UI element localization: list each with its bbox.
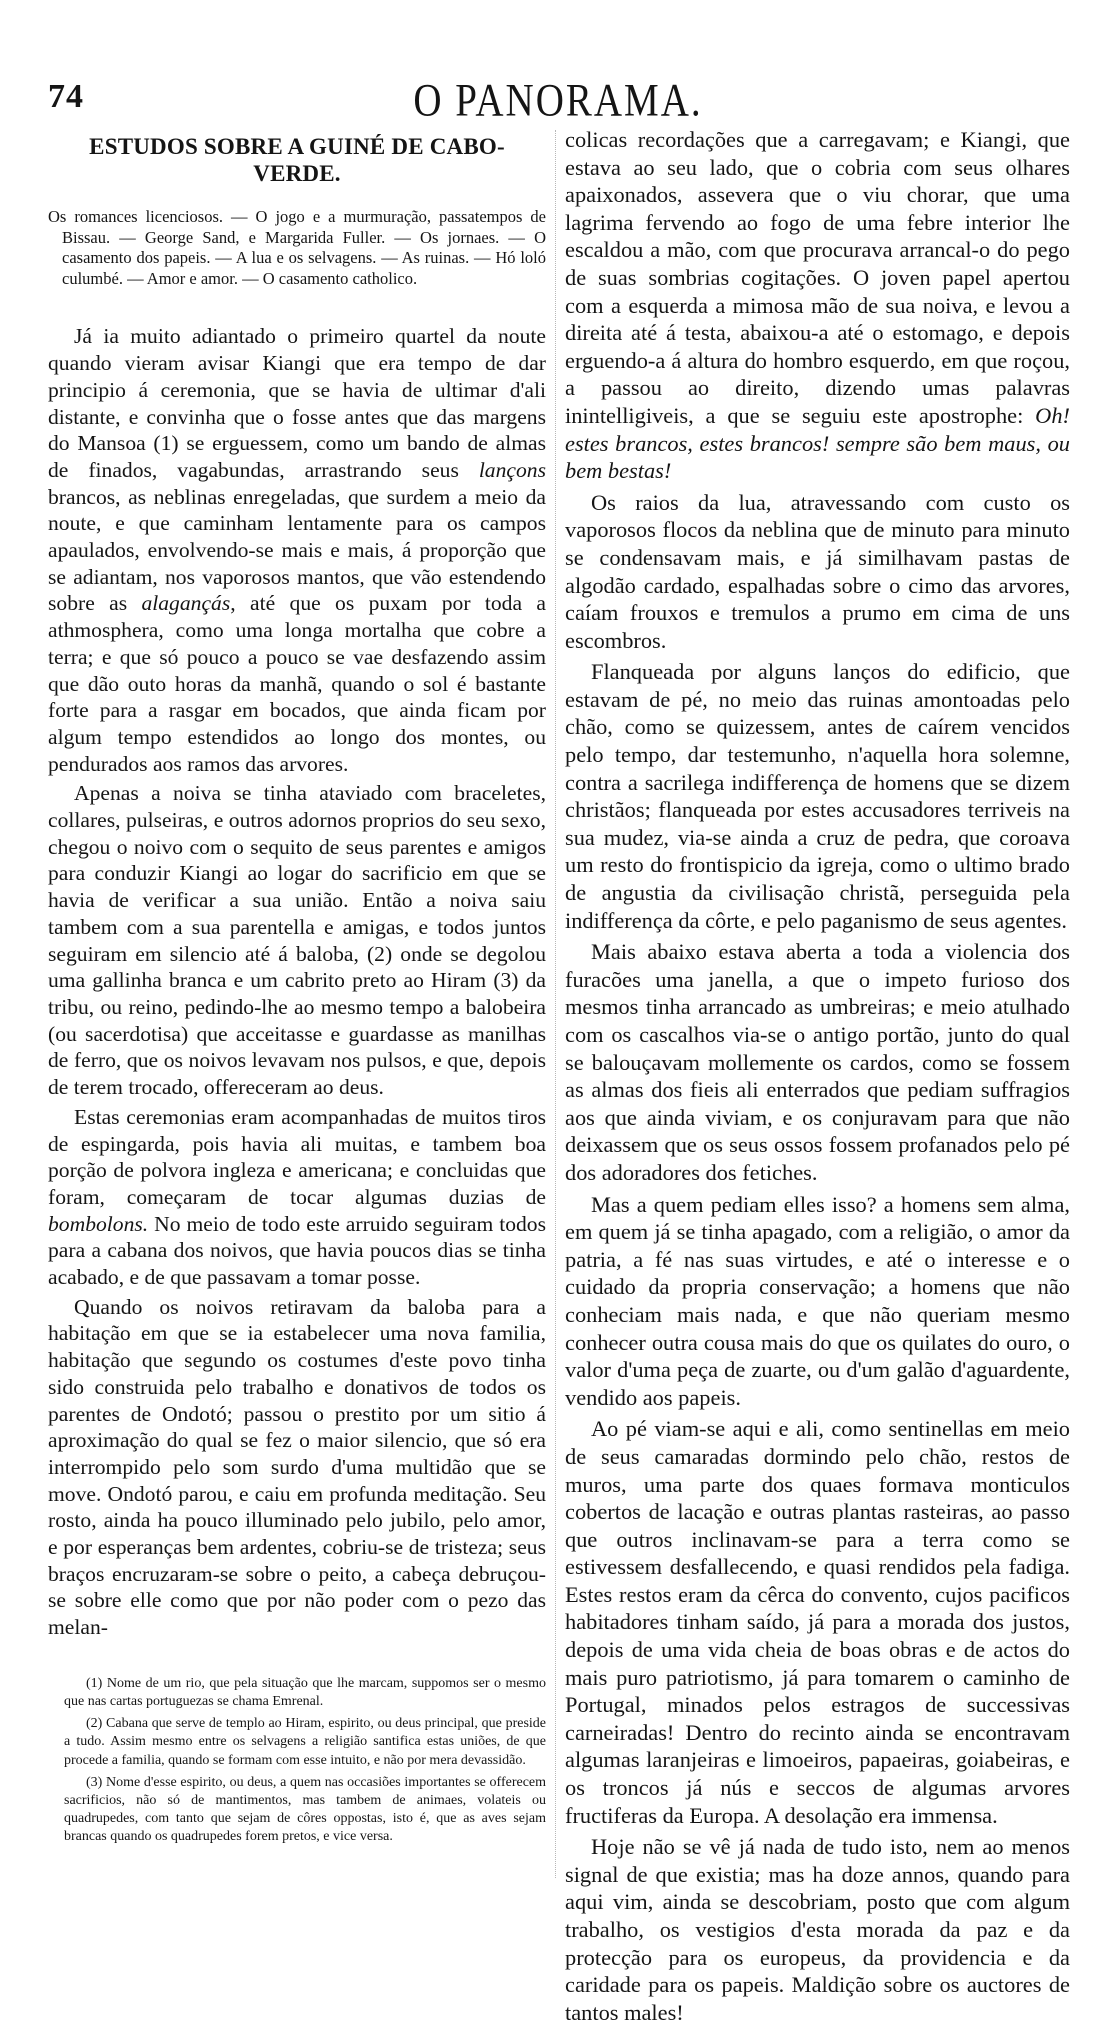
left-column xyxy=(48,130,546,1851)
column-divider xyxy=(555,130,556,1878)
body-paragraph: Os raios da lua, atravessando com custo os vaporosos flocos da neblina que de minuto para minuto se condensavam mais, e já similhavam pastas de algodão cardado, espalhadas sobre o cimo das arvores, caíam frouxos e tremulos a prumo em cima de uns escombros. xyxy=(565,489,1070,653)
footnote: (3) Nome d'esse espirito, ou deus, a quem nas occasiões importantes se offerecem sacrificios, não só de mantimentos, mas tambem de animaes, volateis ou quadrupedes, com tanto que sejam de côres oppostas, isto é, que as aves sejam brancas quando os quadrupedes forem pretos, e vice versa. xyxy=(64,1774,547,1845)
journal-title: O PANORAMA. xyxy=(413,75,703,126)
body-paragraph: Quando os noivos retiravam da baloba para a habitação em que se ia estabelecer uma nova familia, habitação que segundo os costumes d'este povo tinha sido construida pelo trabalho e donativos de todos os parentes de Ondotó; passou o prestito por um sitio á aproximação do qual se fez o maior silencio, que só era interrompido pelo som surdo d'uma multidão que se move. Ondotó parou, e caiu em profunda meditação. Seu rosto, ainda ha pouco illuminado pelo jubilo, pelo amor, e por esperanças bem ardentes, cobriu-se de tristeza; seus braços encruzaram-se sobre o peito, a cabeça debruçou-se sobre elle como que por não poder com o pezo das melan- xyxy=(48,1294,546,1640)
page-header xyxy=(48,70,1068,126)
body-paragraph: Flanqueada por alguns lanços do edificio, que estavam de pé, no meio das ruinas amontoadas pelo chão, como se quizessem, antes de caírem vencidos pelo tempo, dar testemunho, n'aquella hora solemne, contra a sacrilega indifferença de homens que se dizem christãos; flanqueada por estes accusadores terriveis na sua mudez, via-se ainda a cruz de pedra, que coroava um resto do frontispicio da igreja, como o ultimo brado de angustia da civilisação christã, perseguida pela indifferença da côrte, e pelo paganismo de seus agentes. xyxy=(565,659,1070,933)
body-paragraph: colicas recordações que a carregavam; e Kiangi, que estava ao seu lado, que o cobria com seus olhares apaixonados, assevera que o viu chorar, que uma lagrima fervendo ao fogo de uma febre interior lhe escaldou a mão, com que procurava arrancal-o do pego de suas sombrias cogitações. O joven papel apertou com a esquerda a mimosa mão de sua noiva, e levou a direita até á testa, abaixou-a até o estomago, e depois erguendo-a á altura do hombro esquerdo, em que roçou, a passou ao direito, dizendo umas palavras inintelligiveis, a que se seguiu este apostrophe: Oh! estes brancos, estes brancos! sempre são bem maus, ou bem bestas! xyxy=(565,127,1070,484)
article-summary: Os romances licenciosos. — O jogo e a murmuração, passatempos de Bissau. — George Sand, e Margarida Fuller. — Os jornaes. — O casamento dos papeis. — A lua e os selvagens. — As ruinas. — Hó loló culumbé. — Amor e amor. — O casamento catholico. xyxy=(48,207,546,288)
body-paragraph: Mas a quem pediam elles isso? a homens sem alma, em quem já se tinha apagado, com a religião, o amor da patria, a fé nas suas virtudes, e até o interesse e o cuidado da propria conservação; a homens que não conheciam mais nada, e que não queriam mesmo conhecer outra cousa mais do que os quilates do ouro, o valor d'uma peça de zuarte, ou d'um galão d'aguardente, vendido aos papeis. xyxy=(565,1191,1070,1410)
article-title: ESTUDOS SOBRE A GUINÉ DE CABO-VERDE. xyxy=(89,134,505,186)
body-paragraph: Apenas a noiva se tinha ataviado com braceletes, collares, pulseiras, e outros adornos proprios do seu sexo, chegou o noivo com o sequito de seus parentes e amigos para conduzir Kiangi ao logar do sacrificio em que se havia de verificar a sua união. Então a noiva saiu tambem com a sua parentella e amigas, e todos juntos seguiram em silencio até á baloba, (2) onde se degolou uma gallinha branca e um cabrito preto ao Hiram (3) da tribu, ou reino, pedindo-lhe ao mesmo tempo a balobeira (ou sacerdotisa) que acceitasse e guardasse as manilhas de ferro, que os noivos levavam nos pulsos, e que, depois de terem trocado, offereceram ao deus. xyxy=(48,781,546,1100)
footnote: (1) Nome de um rio, que pela situação que lhe marcam, suppomos ser o mesmo que nas cartas portuguezas se chama Emrenal. xyxy=(64,1675,546,1710)
body-paragraph: Estas ceremonias eram acompanhadas de muitos tiros de espingarda, pois havia ali muitas, e tambem boa porção de polvora ingleza e americana; e concluidas que foram, começaram de tocar algumas duzias de bombolons. No meio de todo este arruido seguiram todos para a cabana dos noivos, que havia poucos dias se tinha acabado, e de que passavam a tomar posse. xyxy=(48,1104,546,1290)
body-paragraph: Já ia muito adiantado o primeiro quartel da noute quando vieram avisar Kiangi que era tempo de dar principio á ceremonia, que se havia de ultimar d'ali distante, e convinha que o fosse antes que das margens do Mansoa (1) se erguessem, como um bando de almas de finados, vagabundas, arrastrando seus lançons brancos, as neblinas enregeladas, que surdem a meio da noute, e que caminham lentamente para os campos apaulados, envolvendo-se mais e mais, á proporção que se adiantam, nos vaporosos mantos, que vão estendendo sobre as alagançás, até que os puxam por toda a athmosphera, como uma longa mortalha que cobre a terra; e que só pouco a pouco se vae desfazendo assim que dão outo horas da manhã, quando o sol é bastante forte para a rasgar em bocados, que ainda ficam por algum tempo estendidos ao longo dos montes, ou pendurados aos ramos das arvores. xyxy=(48,324,546,776)
body-paragraph: Mais abaixo estava aberta a toda a violencia dos furacões uma janella, a que o impeto furioso dos mesmos tinha arrancado as umbreiras; e meio atulhado com os cascalhos via-se o antigo portão, junto do qual se balouçavam mollemente os cardos, como se fossem as almas dos fieis ali enterrados que pediam suffragios aos que ainda viviam, e os conjuravam para que não deixassem que os seus ossos fossem profanados pelo pé dos adoradores dos fetiches. xyxy=(565,939,1070,1185)
footnotes xyxy=(48,1675,546,1847)
footnote: (2) Cabana que serve de templo ao Hiram, espirito, ou deus principal, que preside a tudo. Assim mesmo entre os selvagens a religião santifica estas uniões, de que procede a familia, quando se formam com esse intuito, e não por mera devassidão. xyxy=(64,1716,546,1768)
body-paragraph: Hoje não se vê já nada de tudo isto, nem ao menos signal de que existia; mas ha doze annos, quando para aqui vim, ainda se descobriam, posto que com algum trabalho, os vestigios d'esta morada da paz e da protecção para os europeus, da providencia e da caridade para os papeis. Maldição sobre os auctores de tantos males! xyxy=(565,1834,1070,2025)
page-number: 74 xyxy=(48,78,84,115)
right-column xyxy=(565,126,1070,2030)
body-paragraph: Ao pé viam-se aqui e ali, como sentinellas em meio de seus camaradas dormindo pelo chão, restos de muros, uma parte dos quaes formava monticulos cobertos de lacação e outras plantas rasteiras, ao passo que outros inclinavam-se para a terra como se estivessem desfallecendo, e quasi rendidos pela fadiga. Estes restos eram da cêrca do convento, cujos pacificos habitadores tinham saído, já para a morada dos justos, depois de uma vida cheia de boas obras e de actos do mais puro patriotismo, já para tomarem o caminho de Portugal, minados pelos estragos de successivas carneiradas! Dentro do recinto ainda se encontravam algumas laranjeiras e limoeiros, papaeiras, goiabeiras, e os troncos já nús e seccos de algumas arvores fructiferas da Europa. A desolação era immensa. xyxy=(565,1416,1070,1828)
